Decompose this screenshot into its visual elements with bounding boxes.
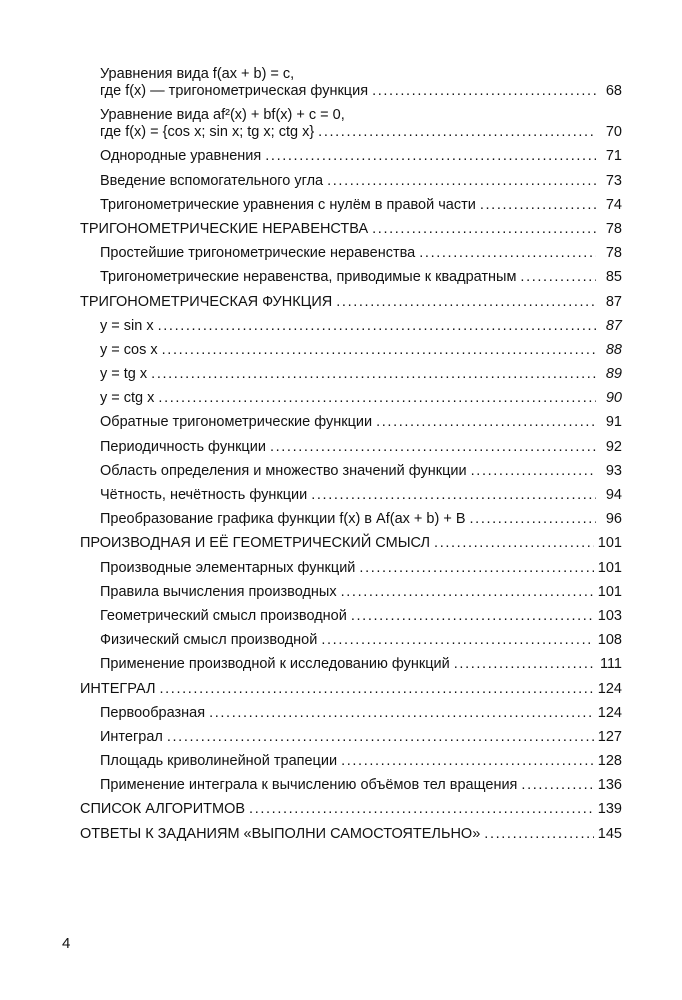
leader-dots <box>484 826 594 843</box>
toc-entry-title: Применение производной к исследованию функций <box>100 656 450 673</box>
toc-section[interactable] <box>80 826 622 843</box>
leader-dots <box>351 608 594 625</box>
leader-dots <box>321 632 593 649</box>
toc-page-number: 92 <box>605 438 622 455</box>
toc-section-title: ОТВЕТЫ К ЗАДАНИЯМ «ВЫПОЛНИ САМОСТОЯТЕЛЬНО» <box>80 825 481 842</box>
toc-page-number: 139 <box>597 801 622 818</box>
toc-entry[interactable] <box>80 148 622 165</box>
leader-dots <box>249 801 594 818</box>
toc-entry-title: Преобразование графика функции f(x) в Af(ax + b) + B <box>100 511 466 528</box>
leader-dots <box>470 511 597 528</box>
toc-entry[interactable] <box>80 269 622 286</box>
toc-page-number: 108 <box>597 632 622 649</box>
toc-page-number: 103 <box>597 607 622 624</box>
toc-entry-title: y = cos x <box>100 341 158 358</box>
toc-entry-formula[interactable] <box>80 366 622 383</box>
toc-entry[interactable] <box>80 66 622 100</box>
toc-entry-title: Однородные уравнения <box>100 148 262 165</box>
toc-page-number: 127 <box>597 728 622 745</box>
toc-page-number: 88 <box>605 341 622 358</box>
toc-page-number: 101 <box>597 559 622 576</box>
toc-entry[interactable] <box>80 705 622 722</box>
leader-dots <box>341 753 594 770</box>
toc-section[interactable] <box>80 221 622 238</box>
table-of-contents <box>80 66 622 850</box>
toc-entry-title: Первообразная <box>100 704 206 721</box>
leader-dots <box>162 342 596 359</box>
toc-entry-formula[interactable] <box>80 342 622 359</box>
toc-entry[interactable] <box>80 753 622 770</box>
toc-entry-title: y = sin x <box>100 317 154 334</box>
toc-entry-title: Производные элементарных функций <box>100 559 356 576</box>
toc-entry-title: Интеграл <box>100 728 163 745</box>
toc-page-number: 90 <box>605 390 622 407</box>
toc-page-number: 124 <box>597 680 622 697</box>
toc-page-number: 93 <box>605 462 622 479</box>
toc-entry-title: Обратные тригонометрические функции <box>100 414 373 431</box>
leader-dots <box>159 681 593 698</box>
toc-entry-title: Область определения и множество значений функции <box>100 462 467 479</box>
toc-entry[interactable] <box>80 560 622 577</box>
leader-dots <box>480 197 596 214</box>
leader-dots <box>265 148 596 165</box>
toc-page-number: 74 <box>605 196 622 213</box>
toc-entry-title: Простейшие тригонометрические неравенства <box>100 245 416 262</box>
toc-entry[interactable] <box>80 584 622 601</box>
toc-section-title: ПРОИЗВОДНАЯ И ЕЁ ГЕОМЕТРИЧЕСКИЙ СМЫСЛ <box>80 535 431 552</box>
toc-entry[interactable] <box>80 608 622 625</box>
toc-section-title: ИНТЕГРАЛ <box>80 680 156 697</box>
leader-dots <box>158 390 596 407</box>
toc-entry-title: Введение вспомогательного угла <box>100 172 324 189</box>
toc-section[interactable] <box>80 681 622 698</box>
toc-entry[interactable] <box>80 197 622 214</box>
leader-dots <box>520 269 596 286</box>
toc-page-number: 136 <box>597 777 622 794</box>
toc-page-number: 96 <box>605 511 622 528</box>
leader-dots <box>158 318 596 335</box>
toc-entry[interactable] <box>80 463 622 480</box>
leader-dots <box>419 245 596 262</box>
toc-entry[interactable] <box>80 107 622 141</box>
toc-entry[interactable] <box>80 414 622 431</box>
toc-entry[interactable] <box>80 245 622 262</box>
toc-page-number: 73 <box>605 172 622 189</box>
toc-entry-title: y = tg x <box>100 366 148 383</box>
leader-dots <box>471 463 596 480</box>
toc-page-number: 91 <box>605 414 622 431</box>
toc-page-number: 78 <box>605 220 622 237</box>
toc-entry-title: Тригонометрические уравнения с нулём в правой части <box>100 196 476 213</box>
toc-page-number: 71 <box>605 148 622 165</box>
toc-page-number: 89 <box>605 366 622 383</box>
toc-entry-title-cont: где f(x) = {cos x; sin x; tg x; ctg x} <box>100 124 315 141</box>
toc-entry-title: Применение интеграла к вычислению объёмов тел вращения <box>100 777 518 794</box>
toc-entry[interactable] <box>80 729 622 746</box>
toc-entry-title: Чётность, нечётность функции <box>100 487 308 503</box>
toc-entry[interactable] <box>80 173 622 190</box>
toc-entry-formula[interactable] <box>80 318 622 335</box>
leader-dots <box>311 487 596 504</box>
toc-page-number: 111 <box>599 656 622 673</box>
leader-dots <box>318 124 596 141</box>
leader-dots <box>372 221 596 238</box>
toc-entry[interactable] <box>80 777 622 794</box>
leader-dots <box>454 656 596 673</box>
toc-section[interactable] <box>80 294 622 311</box>
toc-entry[interactable] <box>80 656 622 673</box>
page-number: 4 <box>62 935 71 952</box>
toc-section-title: ТРИГОНОМЕТРИЧЕСКИЕ НЕРАВЕНСТВА <box>80 220 369 237</box>
toc-entry-formula[interactable] <box>80 390 622 407</box>
leader-dots <box>209 705 594 722</box>
toc-section[interactable] <box>80 801 622 818</box>
leader-dots <box>336 294 596 311</box>
toc-entry-title: Правила вычисления производных <box>100 583 337 600</box>
leader-dots <box>434 535 594 552</box>
leader-dots <box>521 777 593 794</box>
toc-page-number: 87 <box>605 293 622 310</box>
toc-page-number: 128 <box>597 753 622 770</box>
toc-entry[interactable] <box>80 439 622 456</box>
toc-page-number: 94 <box>605 487 622 503</box>
toc-page-number: 87 <box>605 317 622 334</box>
leader-dots <box>167 729 594 746</box>
toc-page-number: 78 <box>605 245 622 262</box>
toc-entry-title: Периодичность функции <box>100 438 266 455</box>
toc-page-number: 70 <box>605 124 622 141</box>
toc-entry[interactable] <box>80 632 622 649</box>
leader-dots <box>327 173 596 190</box>
toc-entry[interactable] <box>80 511 622 528</box>
toc-section-title: СПИСОК АЛГОРИТМОВ <box>80 801 246 818</box>
toc-page-number: 85 <box>605 269 622 286</box>
toc-page-number: 101 <box>597 583 622 600</box>
toc-entry-title: y = ctg x <box>100 390 155 407</box>
leader-dots <box>359 560 593 577</box>
toc-section[interactable] <box>80 535 622 552</box>
leader-dots <box>270 439 596 456</box>
leader-dots <box>341 584 594 601</box>
toc-entry[interactable] <box>80 487 622 504</box>
toc-page-number: 124 <box>597 704 622 721</box>
leader-dots <box>372 83 596 100</box>
toc-entry-title-cont: где f(x) — тригонометрическая функция <box>100 83 369 99</box>
toc-page-number: 68 <box>605 83 622 99</box>
toc-entry-title: Физический смысл производной <box>100 632 318 649</box>
toc-entry-title: Тригонометрические неравенства, приводимые к квадратным <box>100 269 517 286</box>
toc-section-title: ТРИГОНОМЕТРИЧЕСКАЯ ФУНКЦИЯ <box>80 293 333 310</box>
toc-entry-title: Площадь криволинейной трапеции <box>100 753 338 770</box>
leader-dots <box>376 414 596 431</box>
toc-entry-title: Геометрический смысл производной <box>100 607 347 624</box>
toc-page-number: 101 <box>597 535 622 552</box>
toc-entry-title: Уравнение вида af²(x) + bf(x) + c = 0, <box>100 107 345 124</box>
leader-dots <box>151 366 596 383</box>
toc-page-number: 145 <box>597 825 622 842</box>
toc-entry-title: Уравнения вида f(ax + b) = c, <box>100 66 295 82</box>
